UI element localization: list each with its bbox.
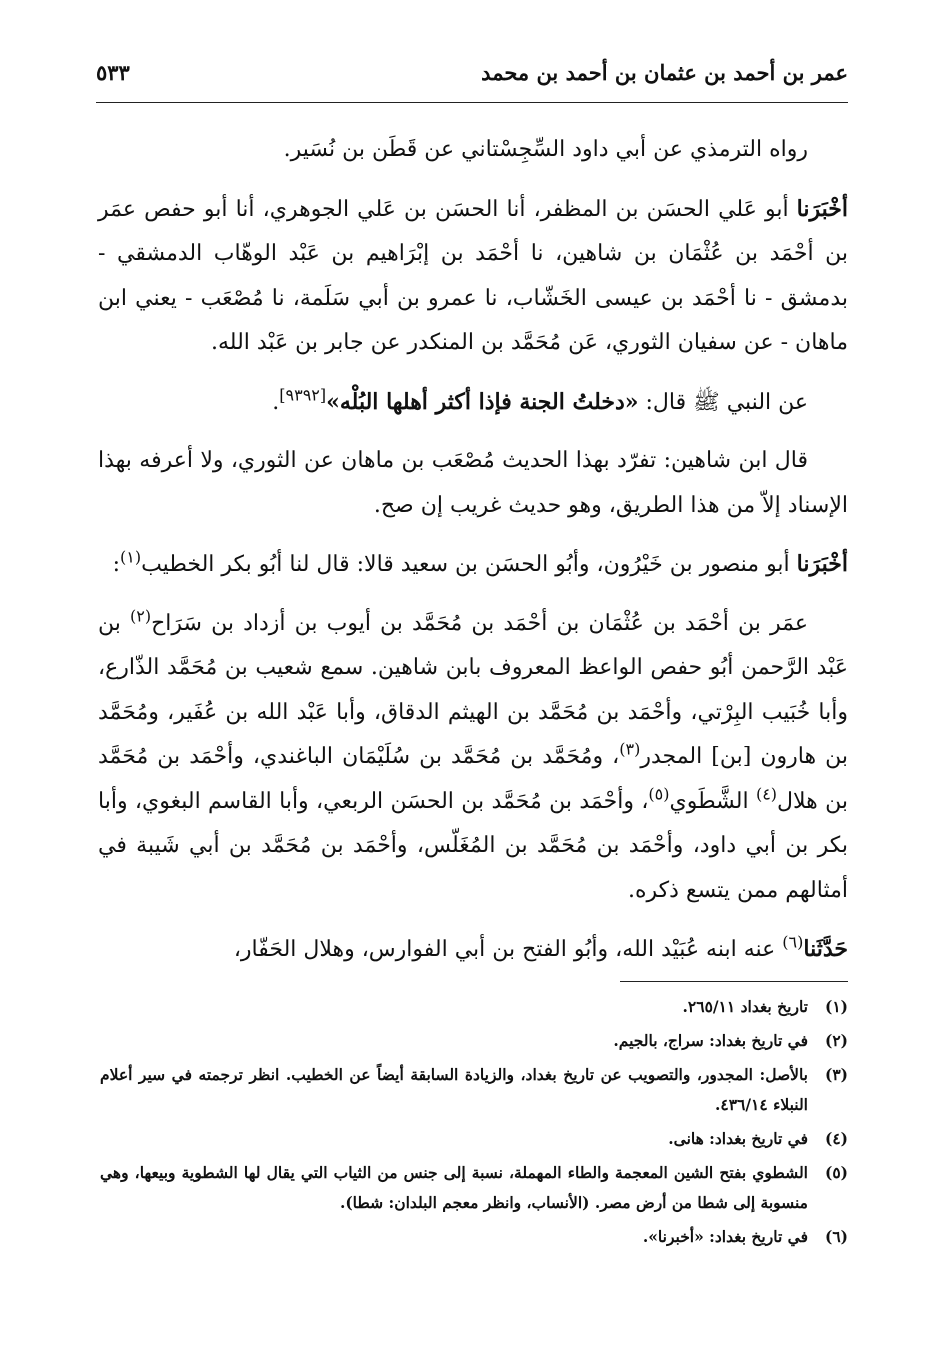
footnote-text: بالأصل: المجدور، والتصويب عن تاريخ بغداد، والزيادة السابقة أيضاً عن الخطيب. انظر ترجمته في سير أعلام النبلاء ٤٣٦/١٤.: [100, 1065, 808, 1114]
page-number: ٥٣٣: [96, 60, 130, 85]
paragraph-7: [98, 927, 848, 973]
akhbarana-keyword-2: أخْبَرَنا: [796, 551, 848, 577]
paragraph-3-intro: عن النبي ﷺ قال:: [638, 389, 808, 415]
footnote-4: [100, 1124, 848, 1154]
paragraph-3-end: .: [272, 389, 280, 415]
paragraph-6-part-3: ، ومُحَمَّد بن مُحَمَّد بن سُلَيْمَان الباغندي، وأحْمَد بن مُحَمَّد بن هلال: [98, 744, 848, 814]
paragraph-6-part-4: الشَّطَوي: [669, 788, 756, 814]
footnote-ref-6: (٦): [782, 932, 804, 952]
paragraph-3-hadith: [98, 380, 848, 426]
footnote-number: (٤): [824, 1129, 848, 1148]
footnote-text: في تاريخ بغداد: «أخبرنا».: [642, 1227, 808, 1246]
paragraph-6-biography: [98, 602, 848, 914]
footnote-text: في تاريخ بغداد: سراج، بالجيم.: [613, 1031, 808, 1050]
paragraph-4: [98, 439, 848, 528]
paragraph-5-end: :: [112, 552, 120, 577]
footnote-ref-2: (٢): [130, 606, 152, 626]
paragraph-5-text: أبو منصور بن خَيْرُون، وأبُو الحسَن بن سعيد قالا: قال لنا أبُو بكر الخطيب: [141, 552, 797, 577]
footnote-number: (٥): [824, 1163, 848, 1182]
main-text: [98, 128, 848, 973]
running-header-title: عمر بن أحمد بن عثمان بن أحمد بن محمد: [481, 60, 848, 85]
akhbarana-keyword: أخْبَرَنا: [796, 195, 848, 222]
hadith-number: [٩٣٩٢]: [279, 385, 327, 405]
footnote-1: [100, 992, 848, 1022]
footnote-number: (٦): [824, 1227, 848, 1246]
paragraph-6-part-2: بن عَبْد الرَّحمن أبُو حفص الواعظ المعروف بابن شاهين. سمع شعيب بن مُحَمَّد الذّارع، وأبا خُبَيب البِرْتي، وأحْمَد بن مُحَمَّد بن الهيثم الدقاق، وأبا عَبْد الله بن عُفَير، ومُحَمَّد بن هارون [بن] المجدر: [98, 610, 848, 769]
hadith-text: «دخلتُ الجنة فإذا أكثر أهلها البُلْه»: [326, 388, 639, 415]
footnote-ref-4: (٤): [755, 784, 778, 804]
footnote-divider: [620, 981, 848, 982]
footnote-number: (١): [824, 997, 848, 1016]
paragraph-2-text: أبو عَلي الحسَن بن المظفر، أنا الحسَن بن عَلي الجوهري، أنا أبو حفص عمَر بن أحْمَد بن عُثْمَان بن شاهين، نا أحْمَد بن إبْرَاهيم بن عَبْد الوهّاب الدمشقي - بدمشق - نا أحْمَد بن عيسى الخَشّاب، نا عمرو بن أبي سَلَمة، نا مُصْعَب - يعني ابن ماهان - عن سفيان الثوري، عَن مُحَمَّد بن المنكدر عن جابر بن عَبْد الله.: [98, 196, 848, 355]
footnote-text: الشطوي بفتح الشين المعجمة والطاء المهملة، نسبة إلى جنس من الثياب التي يقال لها الشطوية وبيعها، وهي منسوبة إلى شطا من أرض مصر. (الأنساب، وانظر معجم البلدان: شطا).: [100, 1163, 808, 1212]
footnote-5: [100, 1158, 848, 1218]
haddathana-keyword: حَدَّثَنا: [803, 936, 848, 962]
paragraph-4-text: قال ابن شاهين: تفرّد بهذا الحديث مُصْعَب بن ماهان عن الثوري، ولا أعرفه بهذا الإسناد إلاّ من هذا الطريق، وهو حديث غريب إن صح.: [98, 448, 848, 518]
footnote-3: [100, 1060, 848, 1120]
paragraph-1: [98, 128, 848, 173]
paragraph-6-part-5: ، وأحْمَد بن مُحَمَّد بن الحسَن الربعي، وأبا القاسم البغوي، وأبا بكر بن أبي داود، وأحْمَد بن مُحَمَّد بن المُغَلّس، وأحْمَد بن مُحَمَّد بن أبي شَيبة في أمثالهم ممن يتسع ذكره.: [98, 788, 848, 903]
footnote-text: تاريخ بغداد ٢٦٥/١١.: [682, 997, 808, 1016]
footnote-number: (٢): [824, 1031, 848, 1050]
paragraph-1-text: رواه الترمذي عن أبي داود السِّجِسْتاني عن قَطَن بن نُسَير.: [283, 137, 808, 162]
paragraph-7-text: عنه ابنه عُبَيْد الله، وأبُو الفتح بن أبي الفوارس، وهلال الحَفّار،: [233, 937, 783, 962]
paragraph-6-part-1: عمَر بن أحْمَد بن عُثْمَان بن أحْمَد بن مُحَمَّد بن أيوب بن أزداد بن سَرَاح: [151, 610, 809, 636]
footnote-ref-5: (٥): [648, 784, 670, 804]
header-divider: [96, 102, 848, 103]
footnote-6: [100, 1222, 848, 1252]
footnote-number: (٣): [824, 1065, 848, 1084]
running-header: [96, 54, 848, 98]
footnote-2: [100, 1026, 848, 1056]
footnotes: [100, 992, 848, 1256]
footnote-text: في تاريخ بغداد: هانى.: [668, 1129, 808, 1148]
footnote-ref-3: (٣): [619, 739, 641, 759]
paragraph-5: [98, 542, 848, 588]
footnote-ref-1: (١): [119, 547, 142, 567]
paragraph-2: [98, 187, 848, 366]
